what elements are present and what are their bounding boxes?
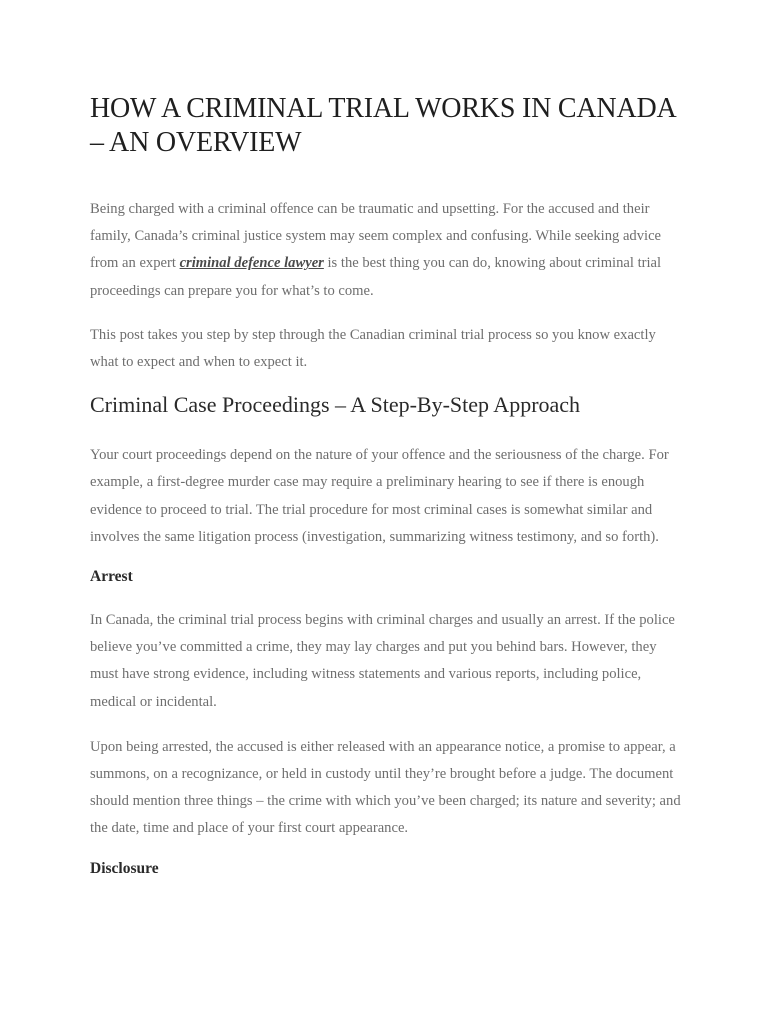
criminal-defence-lawyer-link[interactable]: criminal defence lawyer (179, 255, 324, 272)
disclosure-heading: Disclosure (90, 859, 159, 877)
section-heading: Criminal Case Proceedings – A Step-By-Step Approach (90, 392, 581, 418)
section-paragraph: Your court proceedings depend on the nature of your offence and the seriousness of the charge. For example, a first-degree murder case may require a preliminary hearing to see if there is enough evidence to proceed to trial. The trial procedure for most criminal cases is somewhat similar and involves the same litigation process (investigation, summarizing witness testimony, and so forth). (90, 447, 669, 545)
intro-paragraph-2: This post takes you step by step through the Canadian criminal trial process so you know exactly what to expect and when to expect it. (90, 326, 656, 371)
intro-text-before-link: Being charged with a criminal offence can be traumatic and upsetting. For the accused and their family, Canada’s criminal justice system may seem complex and confusing. While seeking advice from an expert (90, 201, 662, 272)
intro-text-after-link: is the best thing you can do, knowing about criminal trial proceedings can prepare you for what’s to come. (90, 255, 662, 299)
arrest-paragraph-1: In Canada, the criminal trial process begins with criminal charges and usually an arrest. If the police believe you’ve committed a crime, they may lay charges and put you behind bars. However, they must have strong evidence, including witness statements and various reports, including police, medical or incidental. (90, 612, 675, 710)
article-title: HOW A CRIMINAL TRIAL WORKS IN CANADA – AN OVERVIEW (90, 93, 675, 158)
arrest-paragraph-2: Upon being arrested, the accused is either released with an appearance notice, a promise to appear, a summons, on a recognizance, or held in custody until they’re brought before a judge. The document should mention three things – the crime with which you’ve been charged; its nature and severity; and the date, time and place of your first court appearance. (90, 738, 681, 837)
arrest-heading: Arrest (90, 568, 133, 586)
intro-paragraph-1 (90, 196, 684, 305)
